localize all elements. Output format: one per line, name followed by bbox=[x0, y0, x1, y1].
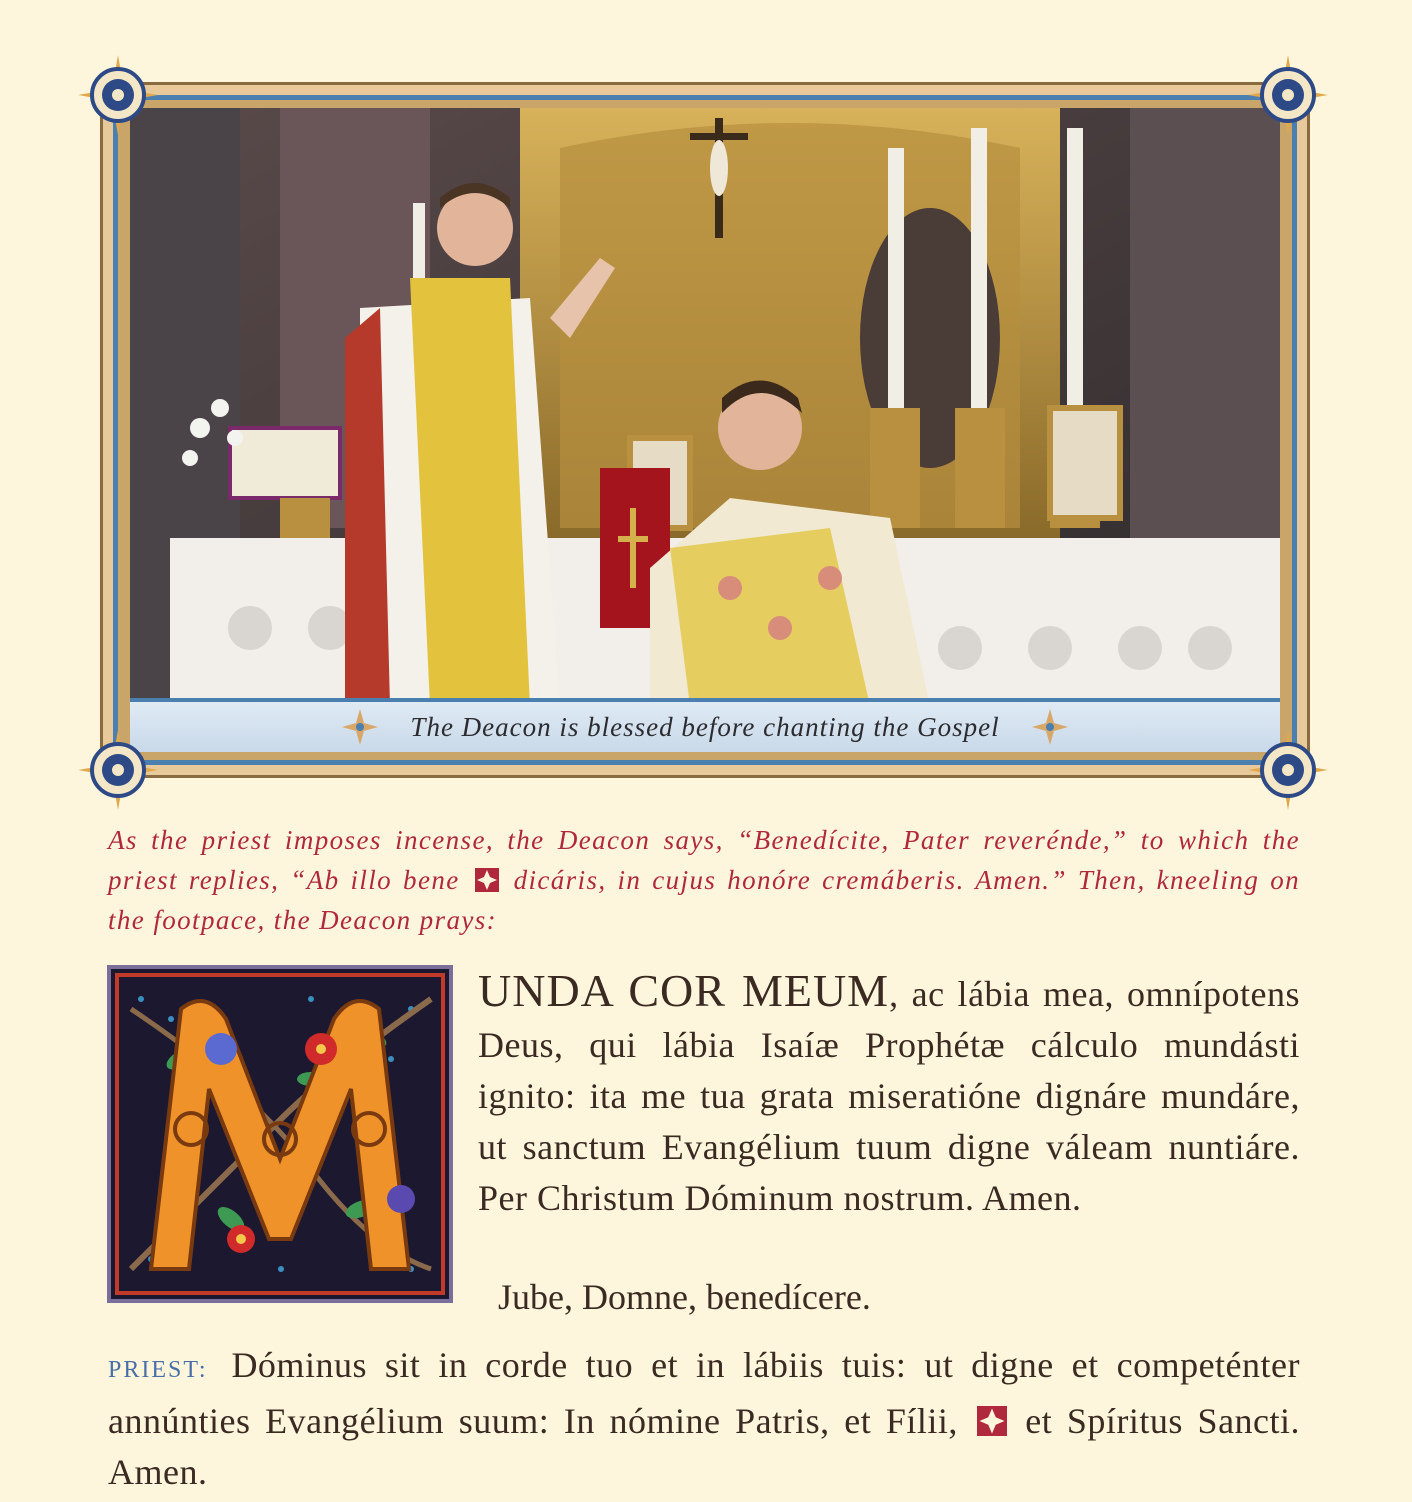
cross-potent-icon bbox=[977, 1406, 1007, 1436]
rubric-instruction bbox=[108, 820, 1300, 940]
rubric-text-part1: As the priest imposes incense, the Deacon says, “Benedícite, Pater reverénde,” to which the priest replies, “Ab illo bene bbox=[108, 825, 1300, 895]
photo-caption-bar bbox=[130, 698, 1280, 752]
cross-potent-icon bbox=[475, 868, 499, 892]
corner-compass-ornament-top-right-icon bbox=[1248, 55, 1328, 135]
priest-text-part2: et Spíritus Sancti. Amen. bbox=[108, 1401, 1301, 1492]
caption-ornament-right-icon bbox=[1030, 707, 1070, 747]
corner-compass-ornament-top-left-icon bbox=[78, 55, 158, 135]
photo-caption: The Deacon is blessed before chanting the Gospel bbox=[410, 711, 1000, 742]
prayer-body: , ac lábia mea, omnípotens Deus, qui lábia Isaíæ Prophétæ cálculo mundásti ignito: ita me tua grata miseratióne dignáre mundáre, ut sanctum Evangélium tuum digne váleam nuntiáre. Per Christum Dóminum nostrum. Amen. bbox=[478, 974, 1301, 1218]
prayer-lead-caps: UNDA COR MEUM bbox=[478, 965, 890, 1016]
illuminated-initial-m-icon bbox=[111, 969, 449, 1299]
altar-scene-illustration bbox=[130, 108, 1280, 706]
rubric-text-part2: dicáris, in cujus honóre cremáberis. Amen.” Then, kneeling on the footpace, the Deacon prays: bbox=[108, 865, 1300, 935]
photo-frame bbox=[100, 82, 1310, 778]
photo-frame-inner bbox=[113, 95, 1297, 765]
liturgical-photo bbox=[130, 108, 1280, 706]
priest-response bbox=[108, 1340, 1300, 1498]
illuminated-initial bbox=[107, 965, 453, 1303]
caption-ornament-left-icon bbox=[340, 707, 380, 747]
prayer-text bbox=[478, 965, 1300, 1224]
corner-compass-ornament-bottom-right-icon bbox=[1248, 730, 1328, 810]
corner-compass-ornament-bottom-left-icon bbox=[78, 730, 158, 810]
priest-text-part1: Dóminus sit in corde tuo et in lábiis tuis: ut digne et competénter annúnties Evangélium suum: In nómine Patris, et Fílii, bbox=[108, 1345, 1300, 1441]
priest-label: PRIEST: bbox=[108, 1357, 208, 1383]
jube-line: Jube, Domne, benedícere. bbox=[498, 1277, 871, 1317]
